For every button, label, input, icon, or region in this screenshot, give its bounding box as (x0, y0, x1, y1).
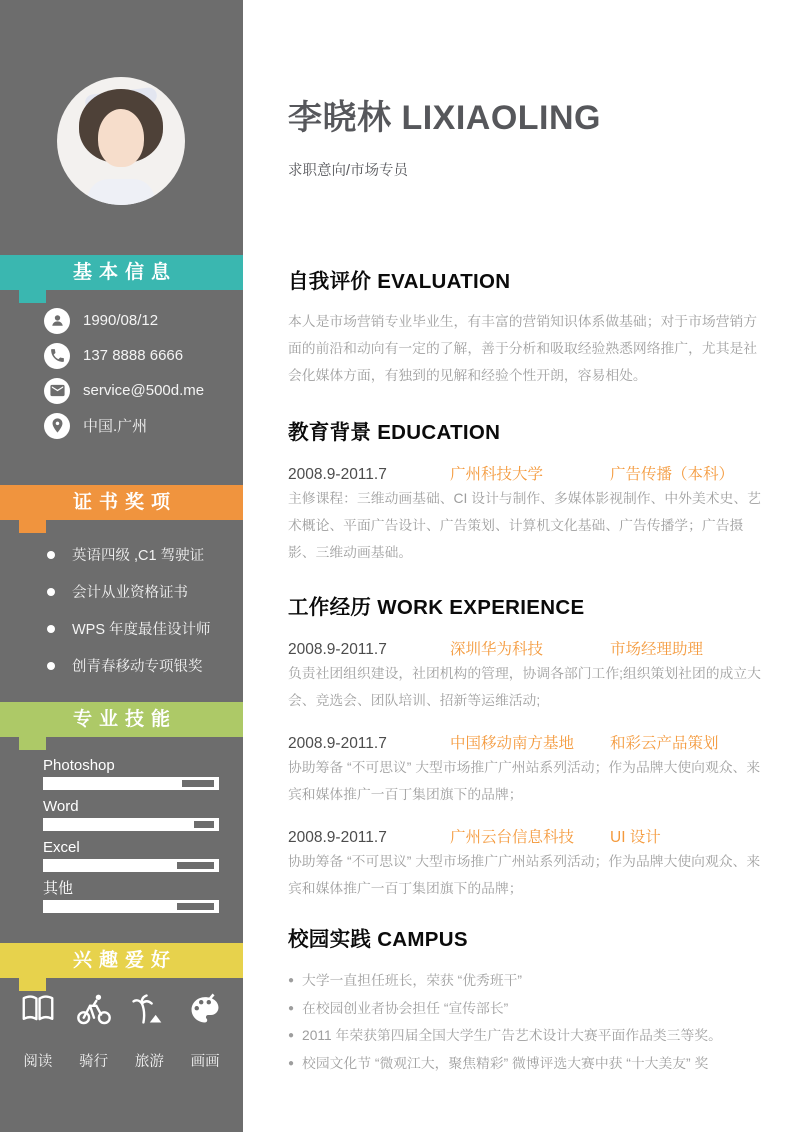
certificate-text: 会计从业资格证书 (72, 585, 188, 601)
work-entry (288, 825, 762, 902)
campus-item (288, 1050, 762, 1078)
work-entry (288, 637, 762, 714)
bullet-dot: ● (288, 1002, 295, 1014)
campus-item (288, 995, 762, 1023)
email-icon (44, 378, 70, 404)
certificate-item (0, 610, 243, 647)
skill-bar (43, 900, 219, 913)
certificate-item (0, 536, 243, 573)
bullet-dot (47, 625, 55, 633)
campus-text: 在校园创业者协会担任 “宣传部长” (302, 1000, 509, 1016)
palm-tree-icon (130, 990, 168, 1028)
campus-text: 校园文化节 “微观江大，聚焦精彩” 微博评选大赛中获 “十大美友” 奖 (302, 1055, 709, 1071)
entry-date: 2008.9-2011.7 (288, 735, 387, 752)
certificate-list (0, 536, 243, 684)
skill-bar (43, 818, 219, 831)
section-title-evaluation: 自我评价 EVALUATION (288, 270, 511, 293)
sidebar (0, 0, 243, 1132)
location-icon (44, 413, 70, 439)
skills-banner-tab (19, 737, 46, 750)
certificates-banner-tab (19, 520, 46, 533)
entry-role: 广告传播（本科） (610, 466, 735, 483)
hobby-painting (177, 990, 233, 1071)
hobby-label: 旅游 (134, 1054, 164, 1070)
entry-organization: 中国移动南方基地 (450, 735, 575, 752)
skill-bar (43, 859, 219, 872)
profile-photo (57, 77, 185, 205)
evaluation-body: 本人是市场营销专业毕业生，有丰富的营销知识体系做基础；对于市场营销方面的前沿和动向有一定的了解，善于分析和吸取经验熟悉网络推广，尤其是社会化媒体方面，有独到的见解和经验个性开朗，容易相处。 (288, 314, 758, 383)
skill-bar (43, 777, 219, 790)
certificate-item (0, 573, 243, 610)
skill-label: Photoshop (43, 757, 115, 774)
skill-word (43, 798, 219, 831)
hobby-cycling (66, 990, 122, 1071)
skill-other (43, 880, 219, 913)
work-entry-header (288, 637, 762, 659)
skill-list (43, 757, 219, 921)
campus-text: 2011 年荣获第四届全国大学生广告艺术设计大赛平面作品类三等奖。 (302, 1028, 722, 1043)
hobby-list (10, 990, 233, 1071)
contact-birthday: 1990/08/12 (83, 312, 159, 329)
entry-organization: 广州科技大学 (450, 466, 544, 483)
bullet-dot: ● (288, 1030, 295, 1041)
hobby-travel (122, 990, 178, 1071)
basic-info-banner: 基本信息 (0, 255, 243, 290)
work-entry-desc: 协助筹备 “不可思议” 大型市场推广广州站系列活动；作为品牌大使向观众、来宾和媒体推广一百丁集团旗下的品牌； (288, 854, 761, 896)
main-content (288, 0, 762, 1077)
contact-list (0, 303, 243, 443)
phone-icon (44, 343, 70, 369)
bullet-dot (47, 551, 55, 559)
hobby-label: 画画 (190, 1054, 220, 1070)
education-entry (288, 462, 762, 566)
entry-organization: 深圳华为科技 (450, 641, 544, 658)
section-title-education: 教育背景 EDUCATION (288, 421, 501, 444)
entry-date: 2008.9-2011.7 (288, 829, 387, 846)
avatar-face (98, 109, 144, 167)
entry-role: 市场经理助理 (610, 641, 704, 658)
skill-label: 其他 (43, 880, 74, 897)
work-entry-header (288, 731, 762, 753)
section-title-campus: 校园实践 CAMPUS (288, 928, 468, 951)
palette-icon (186, 990, 224, 1028)
avatar-torso (87, 179, 155, 205)
hobby-label: 阅读 (23, 1054, 53, 1070)
contact-row-email (0, 373, 243, 408)
entry-organization: 广州云台信息科技 (450, 829, 575, 846)
certificate-item (0, 647, 243, 684)
skill-label: Excel (43, 839, 80, 856)
hobbies-banner: 兴趣爱好 (0, 943, 243, 978)
work-entry-header (288, 825, 762, 847)
skill-photoshop (43, 757, 219, 790)
education-entry-desc: 主修课程：三维动画基础、CI 设计与制作、多媒体影视制作、中外美术史、艺术概论、平面广告设计、广告策划、计算机文化基础、广告传播学；广告摄影、三维动画基础。 (288, 491, 761, 560)
contact-email: service@500d.me (83, 382, 205, 399)
bullet-dot (47, 662, 55, 670)
contact-row-birthday (0, 303, 243, 338)
section-title-work: 工作经历 WORK EXPERIENCE (288, 596, 585, 619)
education-entry-header (288, 462, 762, 484)
basic-info-banner-tab (19, 290, 46, 303)
work-entry-desc: 协助筹备 “不可思议” 大型市场推广广州站系列活动；作为品牌大使向观众、来宾和媒体推广一百丁集团旗下的品牌； (288, 760, 761, 802)
campus-list (288, 967, 762, 1077)
entry-role: UI 设计 (610, 829, 661, 846)
skill-label: Word (43, 798, 79, 815)
work-entry (288, 731, 762, 808)
certificate-text: 英语四级 ,C1 驾驶证 (72, 548, 205, 564)
contact-row-location (0, 408, 243, 443)
hobby-reading (10, 990, 66, 1071)
bicycle-icon (75, 990, 113, 1028)
hobby-label: 骑行 (79, 1054, 109, 1070)
bullet-dot: ● (288, 975, 295, 986)
bullet-dot: ● (288, 1057, 295, 1069)
skills-banner: 专业技能 (0, 702, 243, 737)
certificates-banner: 证书奖项 (0, 485, 243, 520)
book-icon (19, 990, 57, 1028)
certificate-text: 创青春移动专项银奖 (72, 659, 203, 675)
entry-date: 2008.9-2011.7 (288, 641, 387, 658)
contact-location: 中国.广州 (83, 418, 148, 435)
contact-row-phone (0, 338, 243, 373)
campus-item (288, 1022, 762, 1050)
work-entry-desc: 负责社团组织建设，社团机构的管理，协调各部门工作;组织策划社团的成立大会、竞选会、团队培训、招新等运维活动; (288, 666, 761, 708)
campus-text: 大学一直担任班长，荣获 “优秀班干” (302, 973, 523, 988)
certificate-text: WPS 年度最佳设计师 (72, 622, 211, 638)
campus-item (288, 967, 762, 995)
bullet-dot (47, 588, 55, 596)
job-objective: 求职意向/市场专员 (288, 163, 409, 179)
skill-excel (43, 839, 219, 872)
contact-phone: 137 8888 6666 (83, 347, 184, 364)
entry-role: 和彩云产品策划 (610, 735, 719, 752)
entry-date: 2008.9-2011.7 (288, 466, 387, 483)
user-icon (44, 308, 70, 334)
candidate-name: 李晓林 LIXIAOLING (288, 99, 601, 137)
